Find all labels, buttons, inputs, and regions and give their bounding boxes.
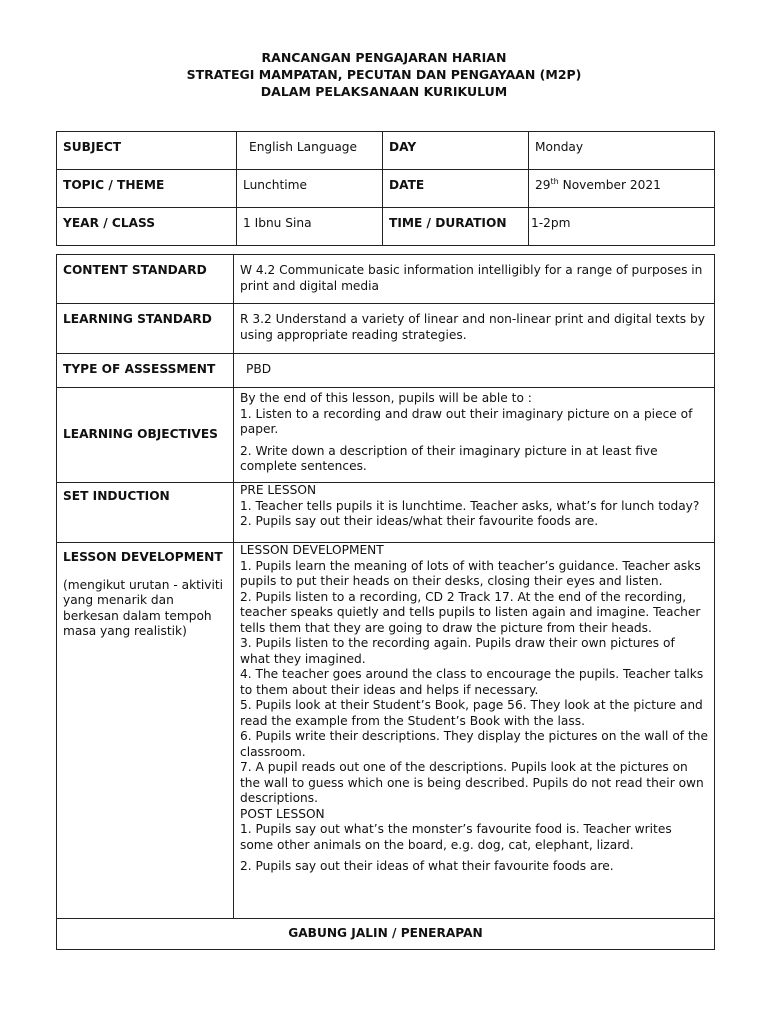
content-standard-label: CONTENT STANDARD — [57, 255, 234, 304]
footer-row — [57, 919, 715, 950]
development-step-2: 2. Pupils listen to a recording, CD 2 Track 17. At the end of the recording, teacher speaks quietly and tells pupils to listen again and imagine. Teacher tells them that they are going to draw the picture from their heads. — [240, 589, 701, 635]
day-label: DAY — [383, 132, 529, 170]
year-label: YEAR / CLASS — [57, 208, 237, 246]
lesson-development-label: LESSON DEVELOPMENT — [63, 550, 223, 564]
title-line-2: STRATEGI MAMPATAN, PECUTAN DAN PENGAYAAN (M2P) — [186, 67, 582, 82]
lesson-development-note: (mengikut urutan - aktiviti yang menarik dan berkesan dalam tempoh masa yang realistik) — [63, 577, 224, 638]
learning-standard-row — [57, 304, 715, 354]
content-standard-value: W 4.2 Communicate basic information intelligibly for a range of purposes in print and digital media — [234, 255, 715, 304]
date-value — [529, 170, 715, 208]
objectives-label: LEARNING OBJECTIVES — [57, 388, 234, 483]
assessment-row — [57, 354, 715, 388]
info-row-topic — [57, 170, 715, 208]
content-standard-row — [57, 255, 715, 304]
date-suffix: th — [550, 176, 559, 186]
info-table — [56, 131, 715, 246]
development-step-6: 6. Pupils write their descriptions. They display the pictures on the wall of the classroom. — [240, 729, 708, 759]
date-day: 29 — [535, 178, 551, 192]
plan-table — [56, 254, 715, 950]
objective-2: 2. Write down a description of their imaginary picture in at least five complete sentences. — [240, 443, 658, 473]
assessment-value: PBD — [234, 354, 715, 388]
year-value: 1 Ibnu Sina — [237, 208, 383, 246]
subject-label: SUBJECT — [57, 132, 237, 170]
date-rest: November 2021 — [558, 178, 661, 192]
title-line-3: DALAM PELAKSANAAN KURIKULUM — [260, 84, 508, 99]
objectives-intro: By the end of this lesson, pupils will be able to : — [240, 391, 532, 405]
set-induction-row — [57, 483, 715, 543]
development-step-5: 5. Pupils look at their Student’s Book, page 56. They look at the picture and read the example from the Student’s Book with the lass. — [240, 698, 703, 728]
topic-label: TOPIC / THEME — [57, 170, 237, 208]
post-lesson-heading: POST LESSON — [240, 806, 325, 821]
title-line-1: RANCANGAN PENGAJARAN HARIAN — [261, 50, 507, 65]
gabung-jalin-label: GABUNG JALIN / PENERAPAN — [57, 919, 715, 950]
development-step-7: 7. A pupil reads out one of the descriptions. Pupils look at the pictures on the wall to guess which one is being described. Pupils do not read their own descriptions. — [240, 760, 704, 805]
post-lesson-step-1: 1. Pupils say out what’s the monster’s favourite food is. Teacher writes some other animals on the board, e.g. dog, cat, elephant, lizard. — [240, 822, 672, 852]
set-induction-cell — [234, 483, 715, 543]
lesson-development-row — [57, 543, 715, 919]
date-label: DATE — [383, 170, 529, 208]
post-lesson-step-2: 2. Pupils say out their ideas of what their favourite foods are. — [240, 859, 614, 873]
day-value: Monday — [529, 132, 715, 170]
objectives-row — [57, 388, 715, 483]
info-row-subject — [57, 132, 715, 170]
time-value: 1-2pm — [529, 208, 715, 246]
topic-value: Lunchtime — [237, 170, 383, 208]
subject-value: English Language — [237, 132, 383, 170]
development-step-1: 1. Pupils learn the meaning of lots of with teacher’s guidance. Teacher asks pupils to put their heads on their desks, closing their eyes and listen. — [240, 558, 701, 588]
assessment-label: TYPE OF ASSESSMENT — [57, 354, 234, 388]
lesson-development-cell — [234, 543, 715, 919]
learning-standard-value: R 3.2 Understand a variety of linear and non-linear print and digital texts by using appropriate reading strategies. — [234, 304, 715, 354]
document-title — [0, 49, 768, 100]
objectives-cell — [234, 388, 715, 483]
set-induction-label: SET INDUCTION — [57, 483, 234, 543]
learning-standard-label: LEARNING STANDARD — [57, 304, 234, 354]
info-row-year — [57, 208, 715, 246]
lesson-development-label-cell — [57, 543, 234, 919]
induction-step-2: 2. Pupils say out their ideas/what their favourite foods are. — [240, 514, 599, 528]
development-step-4: 4. The teacher goes around the class to encourage the pupils. Teacher talks to them about their ideas and helps if necessary. — [240, 667, 704, 697]
induction-heading: PRE LESSON — [240, 483, 317, 497]
development-step-3: 3. Pupils listen to the recording again. Pupils draw their own pictures of what they imagined. — [240, 636, 675, 666]
objective-1: 1. Listen to a recording and draw out their imaginary picture on a piece of paper. — [240, 406, 693, 436]
time-label: TIME / DURATION — [383, 208, 529, 246]
induction-step-1: 1. Teacher tells pupils it is lunchtime. Teacher asks, what’s for lunch today? — [240, 498, 700, 513]
development-heading: LESSON DEVELOPMENT — [240, 543, 384, 557]
